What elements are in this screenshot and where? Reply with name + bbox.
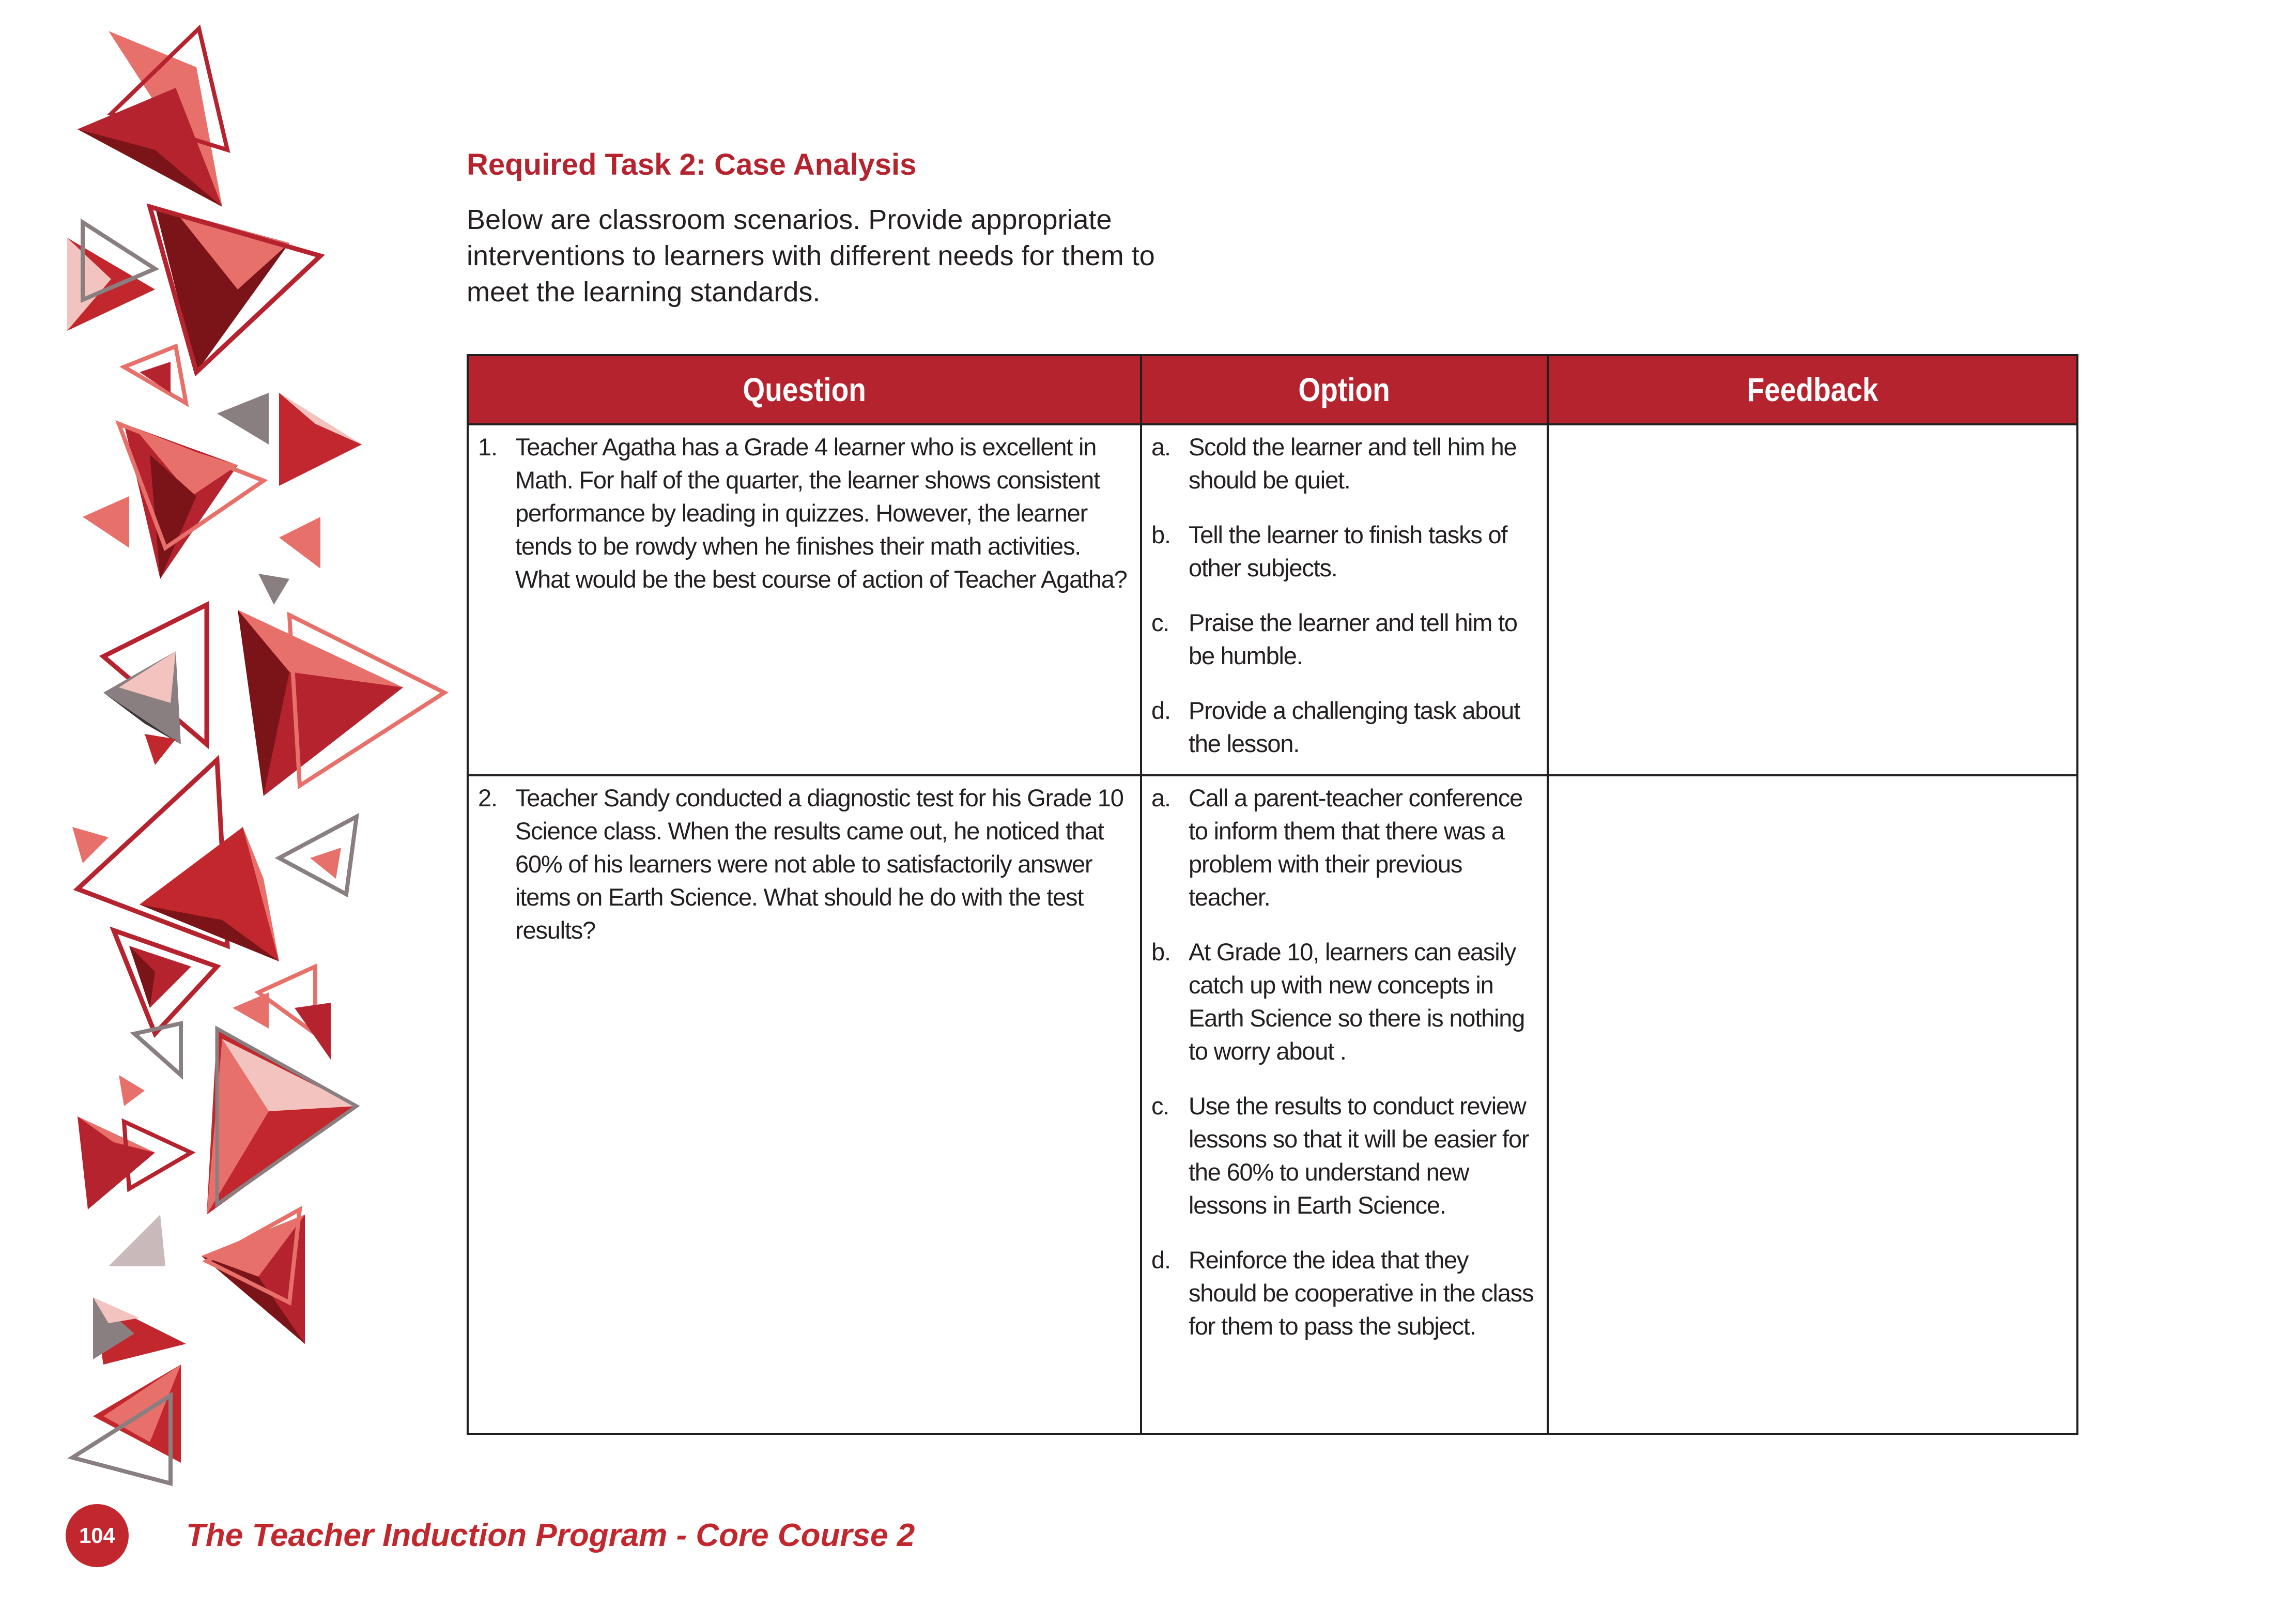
intro-line: interventions to learners with different needs for them to: [467, 240, 1155, 271]
option-item: [1151, 606, 1537, 672]
triangle-shape: [217, 393, 269, 445]
option-item: [1151, 1090, 1537, 1222]
table-row: [468, 424, 2077, 775]
question-cell: [468, 775, 1141, 1434]
option-text: Scold the learner and tell him he should be quiet.: [1189, 433, 1517, 494]
option-text: Provide a challenging task about the lesson.: [1189, 697, 1520, 757]
task-intro: [467, 202, 1216, 310]
intro-line: Below are classroom scenarios. Provide appropriate: [467, 204, 1112, 235]
option-text: At Grade 10, learners can easily catch up with new concepts in Earth Science so there is nothing to worry about .: [1189, 938, 1525, 1065]
triangle-shape: [145, 734, 176, 765]
option-cell: [1141, 775, 1548, 1434]
option-letter: a.: [1151, 784, 1170, 811]
option-letter: d.: [1151, 697, 1170, 724]
triangle-shape: [295, 1003, 331, 1060]
header-option: Option: [1141, 355, 1548, 424]
triangle-shape: [279, 393, 362, 486]
table-row: [468, 775, 2077, 1434]
option-letter: a.: [1151, 433, 1170, 461]
feedback-cell[interactable]: [1548, 775, 2077, 1434]
triangle-shape: [310, 848, 341, 879]
option-letter: c.: [1151, 1092, 1169, 1120]
option-text: Reinforce the idea that they should be cooperative in the class for them to pass the subject.: [1189, 1246, 1534, 1340]
case-analysis-table: [467, 354, 2078, 1435]
footer-title: The Teacher Induction Program - Core Course 2: [186, 1518, 915, 1553]
option-item: [1151, 518, 1537, 585]
task-title: Required Task 2: Case Analysis: [467, 148, 917, 181]
question-text: Teacher Sandy conducted a diagnostic test for his Grade 10 Science class. When the results came out, he noticed that 60% of his learners were not able to satisfactorily answer items on Earth Science. What should he do with the test results?: [515, 784, 1123, 944]
option-letter: b.: [1151, 521, 1170, 548]
feedback-cell[interactable]: [1548, 424, 2077, 775]
option-letter: d.: [1151, 1246, 1170, 1274]
question-number: 1.: [478, 433, 497, 461]
triangle-shape: [72, 827, 109, 863]
header-question: Question: [468, 355, 1141, 424]
triangle-pattern-decoration: [0, 0, 465, 1499]
intro-line: meet the learning standards.: [467, 277, 821, 308]
option-cell: [1141, 424, 1548, 775]
triangle-shape: [233, 992, 269, 1029]
option-text: Tell the learner to finish tasks of other subjects.: [1189, 521, 1507, 581]
option-text: Call a parent-teacher conference to inform them that there was a problem with their previous teacher.: [1189, 784, 1523, 911]
option-letter: b.: [1151, 938, 1170, 966]
page-number-badge: 104: [66, 1504, 129, 1567]
option-letter: c.: [1151, 609, 1169, 636]
triangle-shape: [258, 574, 289, 605]
option-item: [1151, 1244, 1537, 1343]
option-item: [1151, 431, 1537, 497]
triangle-shape: [109, 1215, 165, 1266]
option-text: Use the results to conduct review lessons so that it will be easier for the 60% to understand new lessons in Earth Science.: [1189, 1092, 1529, 1219]
question-number: 2.: [478, 784, 497, 811]
header-feedback: Feedback: [1548, 355, 2077, 424]
option-text: Praise the learner and tell him to be humble.: [1189, 609, 1517, 669]
question-text: Teacher Agatha has a Grade 4 learner who is excellent in Math. For half of the quarter, the learner shows consistent performance by leading in quizzes. However, the learner tends to be rowdy when he finishes their math activities. What would be the best course of action of Teacher Agatha?: [515, 433, 1127, 593]
triangle-shape: [279, 517, 320, 569]
table-header-row: [468, 355, 2077, 424]
triangle-shape: [119, 1075, 145, 1106]
triangle-shape: [83, 496, 129, 548]
option-item: [1151, 782, 1537, 914]
option-item: [1151, 936, 1537, 1068]
option-item: [1151, 694, 1537, 760]
question-cell: [468, 424, 1141, 775]
